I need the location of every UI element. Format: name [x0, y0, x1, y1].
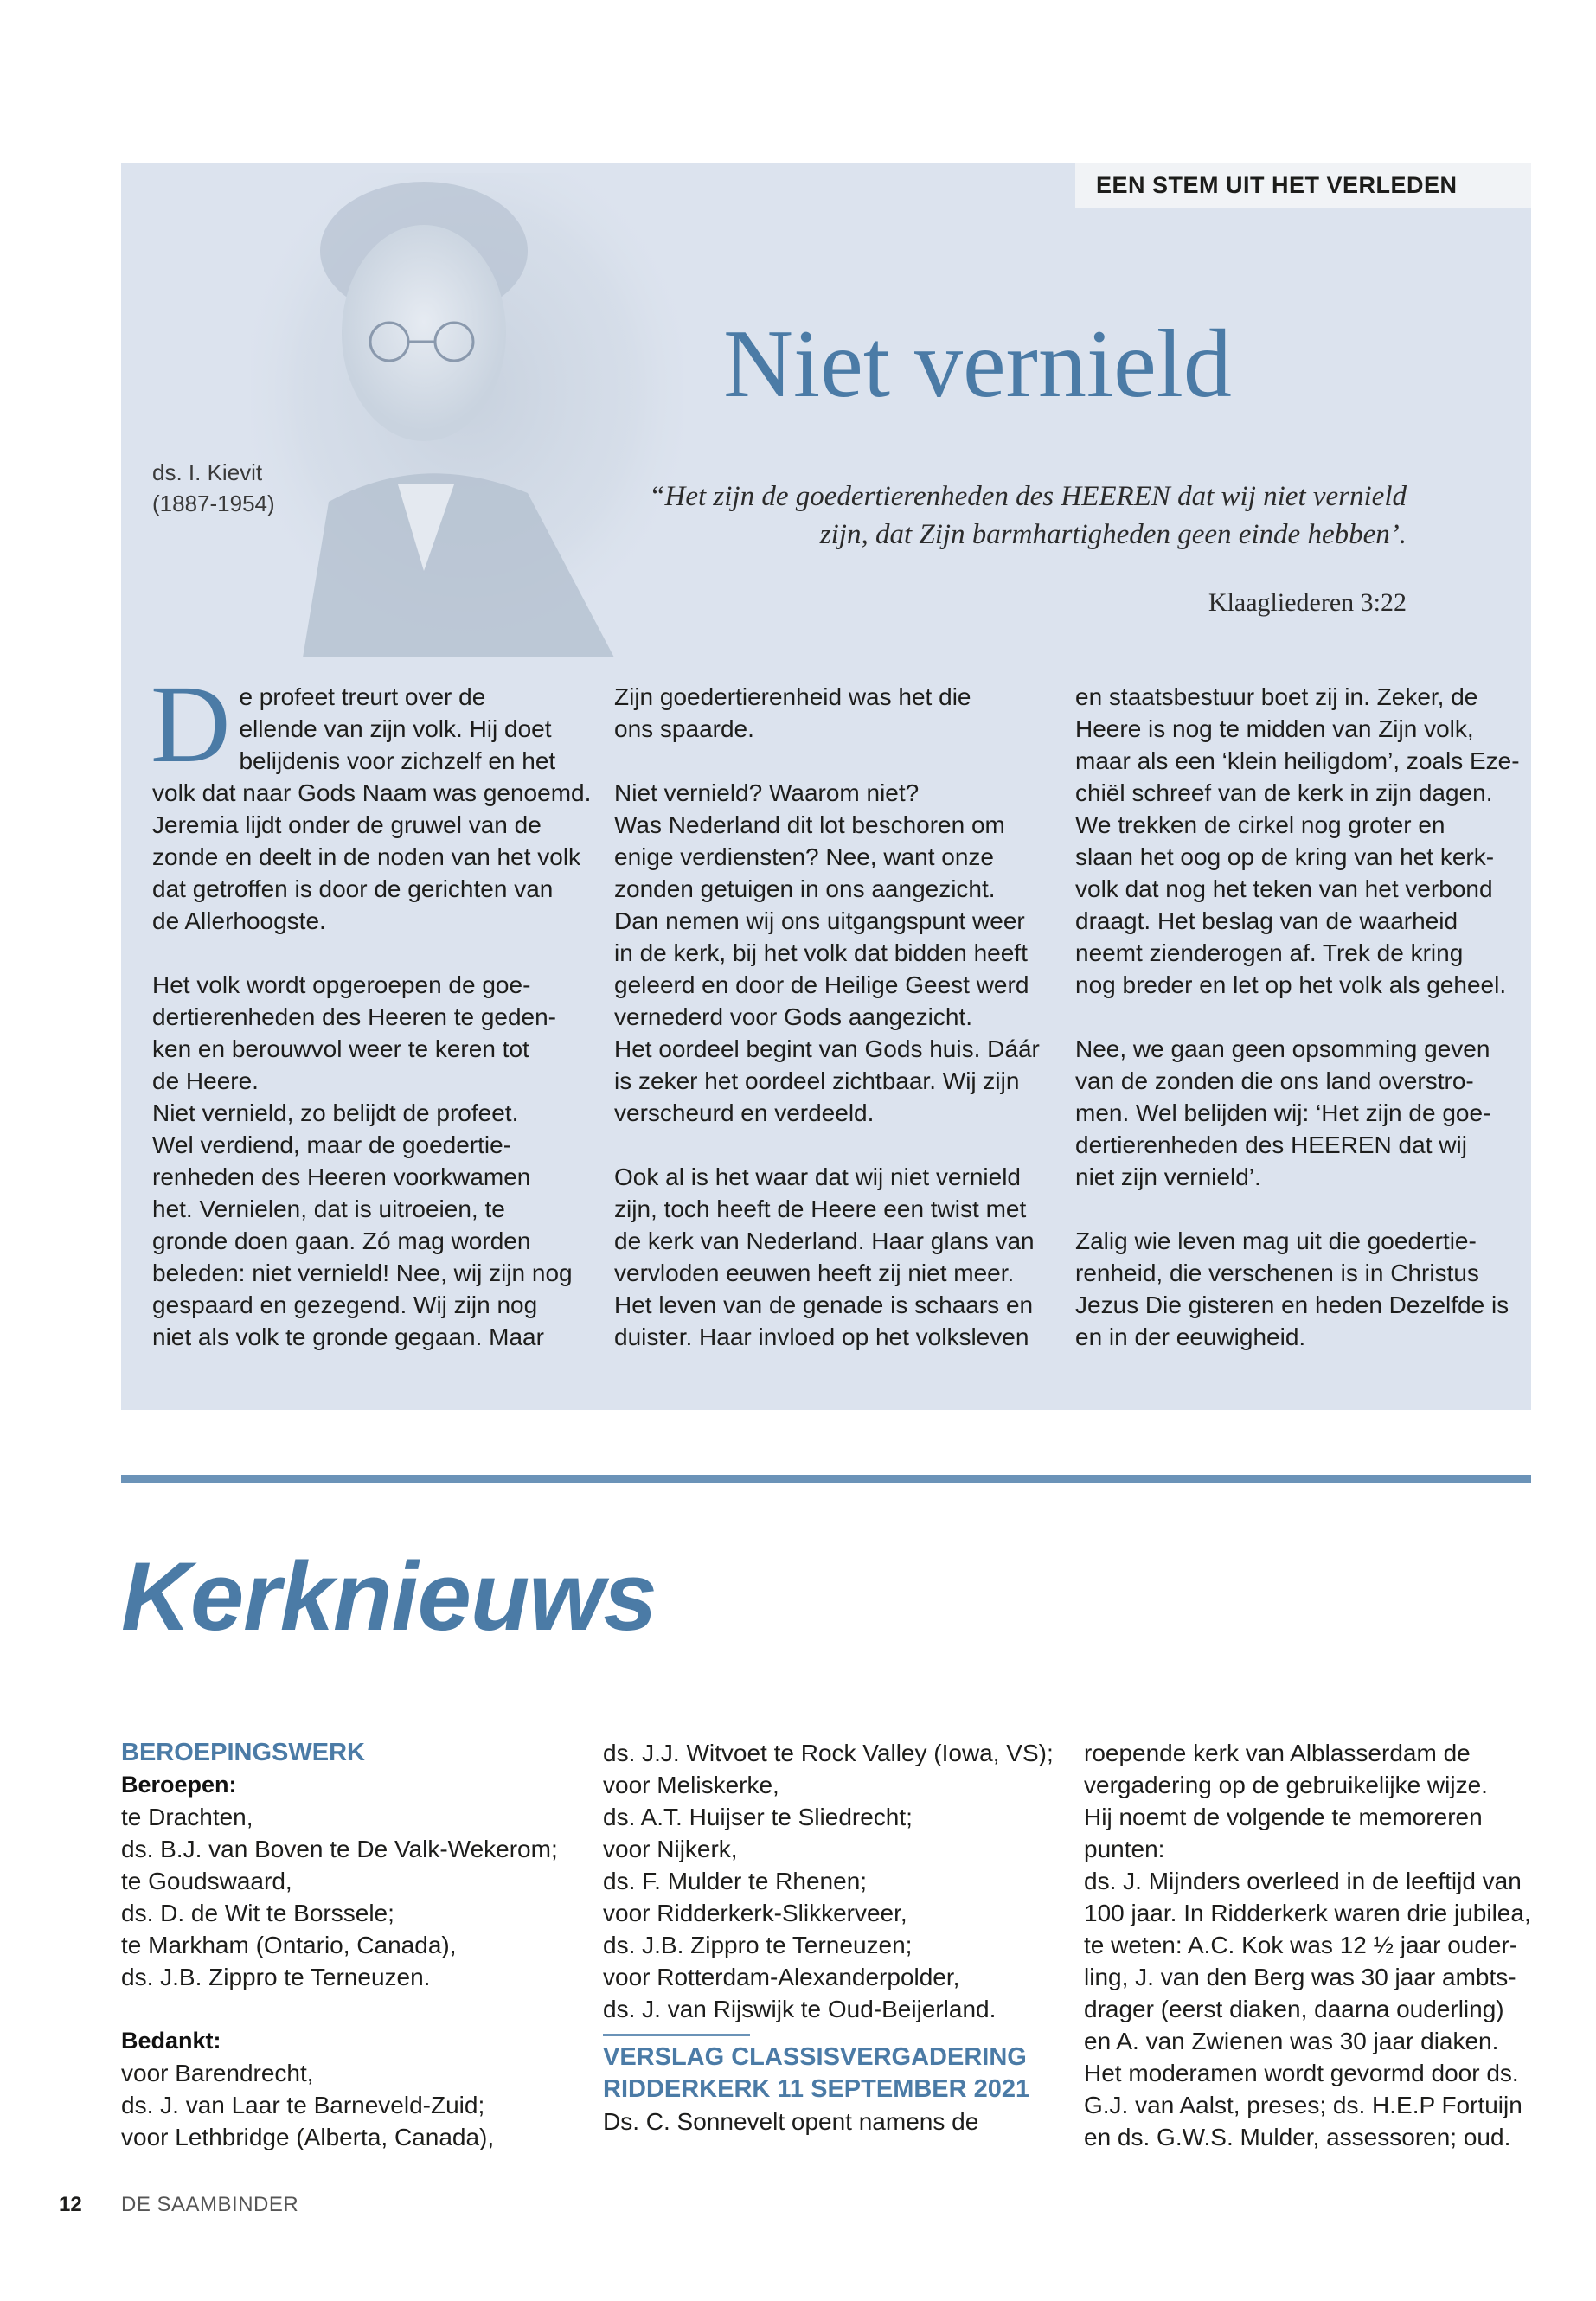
text-line: draagt. Het beslag van de waarheid — [1075, 907, 1458, 934]
text-line: Zijn goedertierenheid was het die — [614, 683, 971, 710]
text-line: ds. F. Mulder te Rhenen; — [603, 1868, 868, 1894]
text-line: beleden: niet vernield! Nee, wij zijn nog — [152, 1259, 573, 1286]
text-line: slaan het oog op de kring van het kerk- — [1075, 843, 1495, 870]
text-line: Nee, we gaan geen opsomming geven — [1075, 1035, 1490, 1062]
text-line: Het volk wordt opgeroepen de goe- — [152, 971, 531, 998]
paragraph-gap — [614, 745, 1047, 777]
text-line: Het leven van de genade is schaars en — [614, 1292, 1034, 1318]
text-line: en in der eeuwigheid. — [1075, 1324, 1306, 1350]
text-line: gespaard en gezegend. Wij zijn nog — [152, 1292, 538, 1318]
text-line: en ds. G.W.S. Mulder, assessoren; oud. — [1084, 2124, 1511, 2150]
text-line: Zalig wie leven mag uit die goedertie- — [1075, 1227, 1477, 1254]
text-line: de Heere. — [152, 1067, 259, 1094]
news-column-3 — [1084, 1737, 1534, 2153]
text-line: de Allerhoogste. — [152, 907, 326, 934]
text-line: Wel verdiend, maar de goedertie- — [152, 1131, 512, 1158]
text-line: punten: — [1084, 1836, 1165, 1862]
text-line: Jeremia lijdt onder de gruwel van de — [152, 811, 542, 838]
text-line: 100 jaar. In Ridderkerk waren drie jubilea, — [1084, 1900, 1531, 1926]
text-line: Niet vernield, zo belijdt de profeet. — [152, 1099, 519, 1126]
text-line: verscheurd en verdeeld. — [614, 1099, 875, 1126]
text-line: Was Nederland dit lot beschoren om — [614, 811, 1005, 838]
news-column-2 — [603, 1737, 1053, 2138]
text-line: ds. A.T. Huijser te Sliedrecht; — [603, 1804, 913, 1830]
text-line: Het oordeel begint van Gods huis. Dáár — [614, 1035, 1040, 1062]
drop-cap: D — [151, 663, 231, 785]
text-line: volk dat nog het teken van het verbond — [1075, 875, 1493, 902]
section-divider — [121, 1475, 1531, 1483]
column-lines — [614, 681, 1047, 1353]
text-line: enige verdiensten? Nee, want onze — [614, 843, 994, 870]
section-heading: RIDDERKERK 11 SEPTEMBER 2021 — [603, 2075, 1030, 2103]
text-line: vernederd voor Gods aangezicht. — [614, 1003, 973, 1030]
text-line: ds. J.B. Zippro te Terneuzen; — [603, 1932, 913, 1958]
news-column-1 — [121, 1737, 571, 2153]
article-column-1 — [151, 663, 592, 1353]
beroepen-label: Beroepen: — [121, 1772, 237, 1798]
short-divider — [603, 2034, 750, 2036]
text-line: ds. B.J. van Boven te De Valk-Wekerom; — [121, 1836, 558, 1862]
text-line: te Goudswaard, — [121, 1868, 292, 1894]
text-line: ds. J.J. Witvoet te Rock Valley (Iowa, VS); — [603, 1740, 1054, 1766]
text-line: zonde en deelt in de noden van het volk — [152, 843, 581, 870]
text-line: ken en berouwvol weer te keren tot — [152, 1035, 529, 1062]
bible-quote — [484, 478, 1407, 554]
text-line: zijn, toch heeft de Heere een twist met — [614, 1195, 1027, 1222]
text-line: Ook al is het waar dat wij niet vernield — [614, 1163, 1021, 1190]
text-line: voor Lethbridge (Alberta, Canada), — [121, 2124, 495, 2150]
magazine-name: DE SAAMBINDER — [121, 2193, 299, 2216]
column-lines — [1075, 681, 1525, 1353]
text-line: niet als volk te gronde gegaan. Maar — [152, 1324, 544, 1350]
section-heading: VERSLAG CLASSISVERGADERING — [603, 2043, 1027, 2071]
text-line: Niet vernield? Waarom niet? — [614, 779, 920, 806]
text-line: zonden getuigen in ons aangezicht. — [614, 875, 996, 902]
news-list — [603, 1737, 1053, 2025]
page-number: 12 — [59, 2193, 82, 2216]
text-line: vergadering op de gebruikelijke wijze. — [1084, 1772, 1488, 1798]
text-line: belijdenis voor zichzelf en het — [239, 747, 556, 774]
text-line: renheid, die verschenen is in Christus — [1075, 1259, 1479, 1286]
text-line: voor Meliskerke, — [603, 1772, 779, 1798]
text-line: van de zonden die ons land overstro- — [1075, 1067, 1474, 1094]
paragraph-gap — [152, 937, 585, 969]
caption-years: (1887-1954) — [152, 490, 275, 516]
quote-line: zijn, dat Zijn barmhartigheden geen einde hebben’. — [819, 519, 1407, 550]
portrait-caption — [152, 457, 275, 519]
text-line: dat getroffen is door de gerichten van — [152, 875, 554, 902]
section-heading: BEROEPINGSWERK — [121, 1739, 365, 1766]
text-line: en staatsbestuur boet zij in. Zeker, de — [1075, 683, 1478, 710]
text-line: ds. J. van Laar te Barneveld-Zuid; — [121, 2092, 485, 2118]
text-line: Het moderamen wordt gevormd door ds. — [1084, 2060, 1519, 2086]
text-line: neemt zienderogen af. Trek de kring — [1075, 939, 1464, 966]
text-line: te weten: A.C. Kok was 12 ½ jaar ouder- — [1084, 1932, 1518, 1958]
text-line: duister. Haar invloed op het volksleven — [614, 1324, 1029, 1350]
text-line: gronde doen gaan. Zó mag worden — [152, 1227, 531, 1254]
text-line: ds. J.B. Zippro te Terneuzen. — [121, 1964, 431, 1990]
paragraph-gap — [614, 1129, 1047, 1161]
text-line: dertierenheden des Heeren te geden- — [152, 1003, 557, 1030]
text-line: te Markham (Ontario, Canada), — [121, 1932, 457, 1958]
text-line: Heere is nog te midden van Zijn volk, — [1075, 715, 1474, 742]
article-column-3 — [1075, 681, 1525, 1353]
text-line: ds. J. Mijnders overleed in de leeftijd van — [1084, 1868, 1522, 1894]
bedankt-list — [121, 2057, 571, 2153]
paragraph-gap — [1075, 1001, 1525, 1033]
text-line: maar als een ‘klein heiligdom’, zoals Eze- — [1075, 747, 1520, 774]
text-line: Hij noemt de volgende te memoreren — [1084, 1804, 1483, 1830]
text-line: chiël schreef van de kerk in zijn dagen. — [1075, 779, 1493, 806]
text-line: voor Ridderkerk-Slikkerveer, — [603, 1900, 907, 1926]
text-line: We trekken de cirkel nog groter en — [1075, 811, 1445, 838]
text-line: niet zijn vernield’. — [1075, 1163, 1261, 1190]
text-line: Jezus Die gisteren en heden Dezelfde is — [1075, 1292, 1509, 1318]
caption-name: ds. I. Kievit — [152, 459, 263, 485]
text-line: volk dat naar Gods Naam was genoemd. — [152, 779, 592, 806]
text-line: geleerd en door de Heilige Geest werd — [614, 971, 1029, 998]
text-line: ds. J. van Rijswijk te Oud-Beijerland. — [603, 1996, 997, 2022]
article-column-2 — [614, 681, 1047, 1353]
text-line: e profeet treurt over de — [239, 683, 486, 710]
column-lines — [152, 777, 592, 1353]
text-line: vervloden eeuwen heeft zij niet meer. — [614, 1259, 1015, 1286]
text-line: het. Vernielen, dat is uitroeien, te — [152, 1195, 505, 1222]
text-line: Dan nemen wij ons uitgangspunt weer — [614, 907, 1025, 934]
text-line: in de kerk, bij het volk dat bidden heeft — [614, 939, 1028, 966]
text-line: Ds. C. Sonnevelt opent namens de — [603, 2108, 979, 2135]
text-line: en A. van Zwienen was 30 jaar diaken. — [1084, 2028, 1499, 2054]
text-line: drager (eerst diaken, daarna ouderling) — [1084, 1996, 1504, 2022]
text-line: ellende van zijn volk. Hij doet — [239, 715, 552, 742]
text-line: te Drachten, — [121, 1804, 253, 1830]
portrait-image — [251, 173, 683, 657]
paragraph-gap — [1075, 1193, 1525, 1225]
text-line: is zeker het oordeel zichtbaar. Wij zijn — [614, 1067, 1020, 1094]
text-line: roepende kerk van Alblasserdam de — [1084, 1740, 1471, 1766]
text-line: voor Rotterdam-Alexanderpolder, — [603, 1964, 960, 1990]
text-line: ons spaarde. — [614, 715, 754, 742]
text-line: men. Wel belijden wij: ‘Het zijn de goe- — [1075, 1099, 1491, 1126]
text-line: ling, J. van den Berg was 30 jaar ambts- — [1084, 1964, 1516, 1990]
quote-line: “Het zijn de goedertierenheden des HEEREN dat wij niet vernield — [649, 481, 1407, 512]
text-line: G.J. van Aalst, preses; ds. H.E.P Fortuijn — [1084, 2092, 1522, 2118]
section-tag: EEN STEM UIT HET VERLEDEN — [1075, 163, 1531, 208]
kerknieuws-title: Kerknieuws — [121, 1542, 657, 1650]
quote-reference: Klaagliederen 3:22 — [1208, 588, 1407, 617]
bedankt-label: Bedankt: — [121, 2028, 221, 2054]
text-line: ds. D. de Wit te Borssele; — [121, 1900, 394, 1926]
article-title: Niet vernield — [723, 311, 1232, 418]
beroepen-list — [121, 1801, 571, 1993]
news-list — [1084, 1737, 1534, 2153]
text-line: voor Barendrecht, — [121, 2060, 314, 2086]
text-line: voor Nijkerk, — [603, 1836, 738, 1862]
text-line: nog breder en let op het volk als geheel. — [1075, 971, 1507, 998]
text-line: renheden des Heeren voorkwamen — [152, 1163, 531, 1190]
text-line: de kerk van Nederland. Haar glans van — [614, 1227, 1035, 1254]
text-line: dertierenheden des HEEREN dat wij — [1075, 1131, 1467, 1158]
